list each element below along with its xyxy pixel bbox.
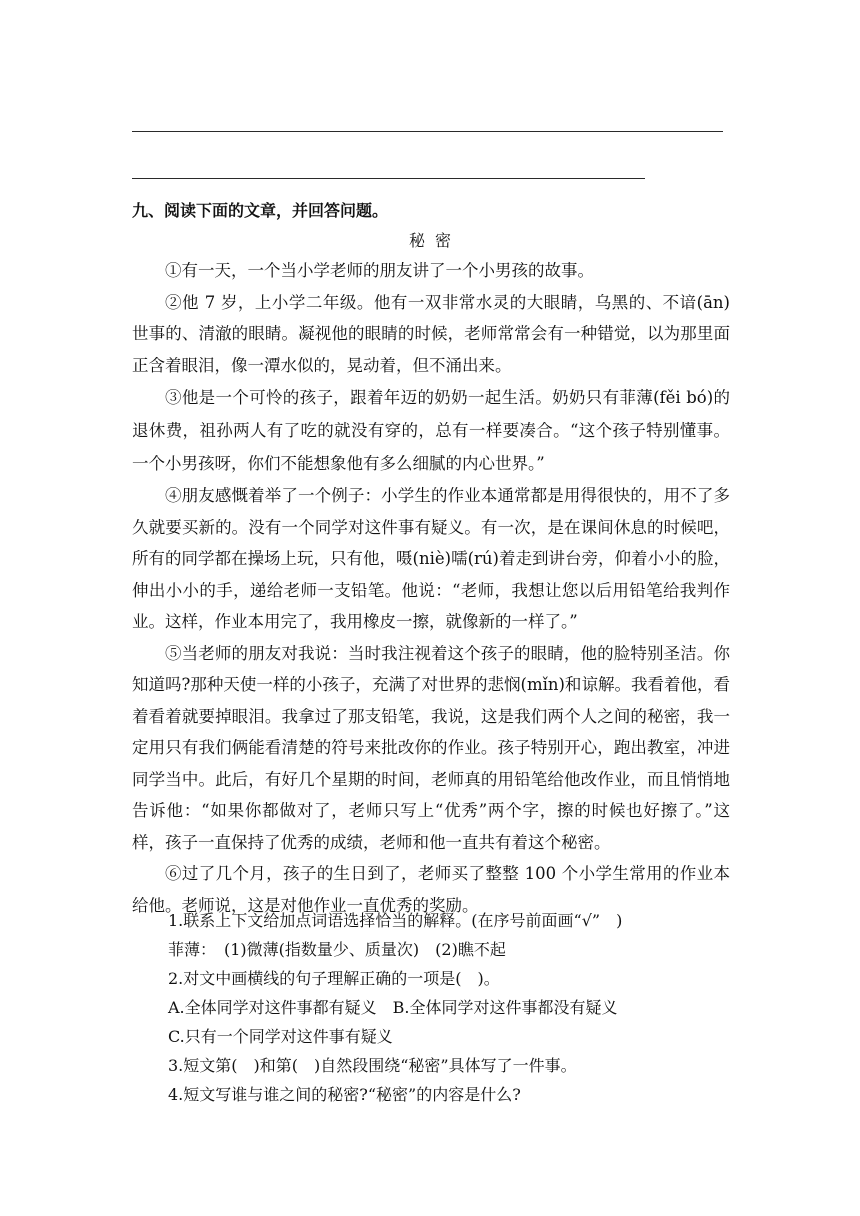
- question-list: [132, 906, 732, 1109]
- paragraph-5: ⑤当老师的朋友对我说：当时我注视着这个孩子的眼睛，他的脸特别圣洁。你知道吗?那种天使一样的小孩子，充满了对世界的悲悯(mǐn)和谅解。我看着他，看着看着就要掉眼泪。我拿过了那支铅笔，我说，这是我们两个人之间的秘密，我一定用只有我们俩能看清楚的符号来批改你的作业。孩子特别开心，跑出教室，冲进同学当中。此后，有好几个星期的时间，老师真的用铅笔给他改作业，而且悄悄地告诉他：“如果你都做对了，老师只写上“优秀”两个字，擦的时候也好擦了。”这样，孩子一直保持了优秀的成绩，老师和他一直共有着这个秘密。: [132, 643, 730, 852]
- paragraph-1: ①有一天，一个当小学老师的朋友讲了一个小男孩的故事。: [165, 261, 594, 280]
- answer-line: [132, 131, 723, 132]
- question-2-option-c: C.只有一个同学对这件事有疑义: [168, 1027, 393, 1046]
- paragraph-3: ③他是一个可怜的孩子，跟着年迈的奶奶一起生活。奶奶只有菲薄(fěi bó)的退休费，祖孙两人有了吃的就没有穿的，总有一样要凑合。“这个孩子特别懂事。一个小男孩呀，你们不能想象他有多么细腻的内心世界。”: [132, 388, 730, 473]
- question-3: 3.短文第( )和第( )自然段围绕“秘密”具体写了一件事。: [168, 1056, 577, 1075]
- article-title: 秘密: [408, 231, 461, 250]
- paragraph-4: ④朋友感慨着举了一个例子：小学生的作业本通常都是用得很快的，用不了多久就要买新的。没有一个同学对这件事有疑义。有一次，是在课间休息的时候吧，所有的同学都在操场上玩，只有他，嗫(niè)嚅(rú)着走到讲台旁，仰着小小的脸，伸出小小的手，递给老师一支铅笔。他说：“老师，我想让您以后用铅笔给我判作业。这样，作业本用完了，我用橡皮一擦，就像新的一样了。”: [132, 486, 730, 631]
- question-2: 2.对文中画横线的句子理解正确的一项是( )。: [168, 969, 500, 988]
- question-2-options-ab: A.全体同学对这件事都有疑义 B.全体同学对这件事都没有疑义: [168, 998, 618, 1017]
- question-4: 4.短文写谁与谁之间的秘密?“秘密”的内容是什么?: [168, 1085, 521, 1104]
- paragraph-6: ⑥过了几个月，孩子的生日到了，老师买了整整 100 个小学生常用的作业本给他。老师说，这是对他作业一直优秀的奖励。: [132, 864, 730, 915]
- answer-line: [132, 178, 645, 179]
- paragraph-2: ②他 7 岁，上小学二年级。他有一双非常水灵的大眼睛，乌黑的、不谙(ān)世事的、清澈的眼睛。凝视他的眼睛的时候，老师常常会有一种错觉，以为那里面正含着眼泪，像一潭水似的，晃动着，但不涌出来。: [132, 292, 730, 375]
- section-heading: 九、阅读下面的文章，并回答问题。: [132, 201, 389, 220]
- question-1: 1.联系上下文给加点词语选择恰当的解释。(在序号前面画“√” ): [168, 911, 623, 930]
- article-body: [132, 255, 730, 921]
- question-1-options: 菲薄： (1)微薄(指数量少、质量次) (2)瞧不起: [168, 940, 506, 959]
